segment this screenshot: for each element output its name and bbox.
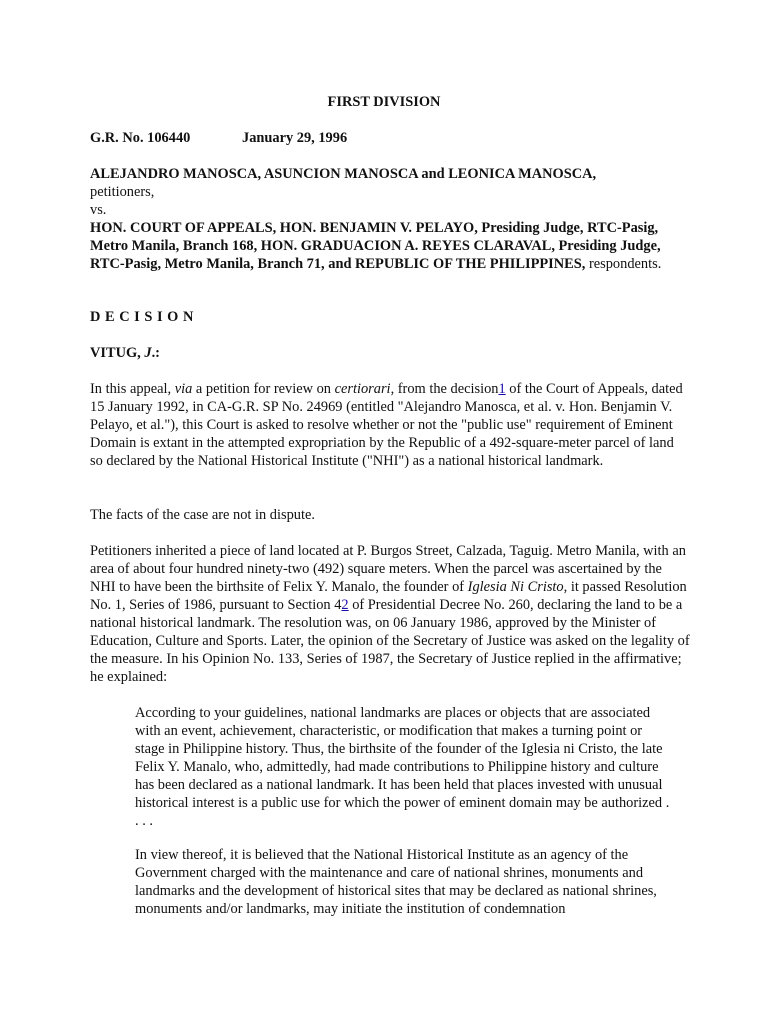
para1-italic-via: via: [174, 381, 193, 397]
decision-heading: DECISION: [90, 309, 198, 325]
respondents-label: respondents.: [585, 256, 662, 272]
paragraph-1: [90, 380, 690, 470]
para1-text-b: a petition for review on: [192, 381, 335, 397]
para3-text-b: , it passed Resolution No. 1, Series of 1986, pursuant to Section 4: [90, 579, 687, 613]
para1-italic-certiorari: certiorari: [334, 381, 391, 397]
ponente-name: VITUG,: [90, 345, 145, 361]
ponente-suffix: .:: [151, 345, 160, 361]
parties-block: [90, 165, 690, 273]
petitioners-label: petitioners,: [90, 184, 155, 200]
para3-italic-iglesia: Iglesia Ni Cristo: [467, 579, 564, 595]
paragraph-2: The facts of the case are not in dispute.: [90, 507, 315, 523]
decision-date: January 29, 1996: [242, 130, 348, 146]
ponente-title: J: [144, 345, 152, 361]
ponente: [90, 344, 690, 362]
versus-label: vs.: [90, 202, 107, 218]
petitioners-names: ALEJANDRO MANOSCA, ASUNCION MANOSCA and LEONICA MANOSCA,: [90, 166, 597, 182]
para1-text-a: In this appeal,: [90, 381, 175, 397]
case-number-line: [90, 129, 690, 147]
quote-paragraph-1: According to your guidelines, national landmarks are places or objects that are associated with an event, achievement, characteristic, or modification that makes a turning point or stage in Philippine history. Thus, the birthsite of the founder of the Iglesia ni Cristo, the late Felix Y. Manalo, who, admittedly, had made contributions to Philippine history and culture has been declared as a national landmark. It has been held that places invested with unusual historical interest is a public use for which the power of eminent domain may be authorized . . . .: [135, 705, 670, 829]
quote-paragraph-2: In view thereof, it is believed that the National Historical Institute as an agency of the Government charged with the maintenance and care of national shrines, monuments and landmarks and the development of historical sites that may be declared as national shrines, monuments and/or landmarks, may initiate the institution of condemnation: [135, 847, 657, 917]
para3-text-c: of Presidential Decree No. 260, declaring the land to be a national historical landmark. The resolution was, on 06 January 1986, approved by the Minister of Education, Culture and Sports. Later, the opinion of the Secretary of Justice was asked on the legality of the measure. In his Opinion No. 133, Series of 1987, the Secretary of Justice replied in the affirmative; he explained:: [90, 597, 690, 685]
para3-text-a: Petitioners inherited a piece of land located at P. Burgos Street, Calzada, Taguig. Metro Manila, with an area of about four hundred ninety-two (492) square meters. When the parcel was ascertained by the NHI to have been the birthsite of Felix Y. Manalo, the founder of: [90, 543, 686, 595]
respondents-line: [90, 219, 690, 273]
footnote-link-1[interactable]: 1: [498, 381, 506, 397]
respondents-names: HON. COURT OF APPEALS, HON. BENJAMIN V. PELAYO, Presiding Judge, RTC-Pasig, Metro Manila, Branch 168, HON. GRADUACION A. REYES CLARAVAL, Presiding Judge, RTC-Pasig, Metro Manila, Branch 71, and REPUBLIC OF THE PHILIPPINES,: [90, 220, 661, 272]
gr-number: G.R. No. 106440: [90, 130, 191, 146]
division-heading: FIRST DIVISION: [327, 94, 441, 110]
paragraph-3: [90, 542, 690, 686]
para1-text-d: of the Court of Appeals, dated 15 January 1992, in CA-G.R. SP No. 24969 (entitled "Alejandro Manosca, et al. v. Hon. Benjamin V. Pelayo, et al."), this Court is asked to resolve whether or not the "public use" requirement of Eminent Domain is extant in the attempted expropriation by the Republic of a 492-square-meter parcel of land so declared by the National Historical Institute ("NHI") as a national historical landmark.: [90, 381, 683, 469]
para1-text-c: , from the decision: [390, 381, 499, 397]
footnote-link-2[interactable]: 2: [341, 597, 349, 613]
